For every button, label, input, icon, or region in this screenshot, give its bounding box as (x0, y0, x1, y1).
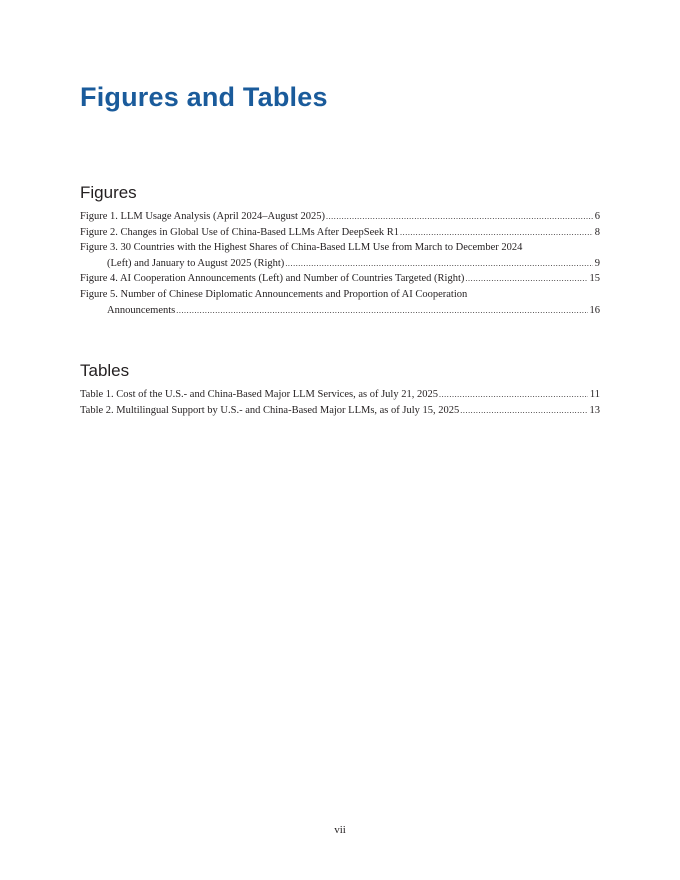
figures-list (80, 209, 600, 318)
table-entry-title: Table 1. Cost of the U.S.- and China-Based Major LLM Services, as of July 21, 2025 (80, 389, 438, 400)
figure-entry-1[interactable] (80, 209, 600, 225)
figure-entry-title: Figure 4. AI Cooperation Announcements (Left) and Number of Countries Targeted (Right) (80, 273, 465, 285)
figure-entry-4[interactable] (80, 271, 600, 287)
figures-heading: Figures (80, 183, 137, 202)
dot-leader (285, 256, 592, 272)
page-number: vii (334, 824, 346, 836)
figure-entry-title: Figure 2. Changes in Global Use of China-Based LLMs After DeepSeek R1 (80, 226, 400, 238)
tables-heading: Tables (80, 361, 130, 380)
figure-entry-page: 15 (589, 273, 600, 285)
figure-entry-title: Figure 1. LLM Usage Analysis (April 2024–August 2025) (80, 211, 325, 222)
figure-entry-title-continued: Announcements (107, 304, 176, 316)
figure-entry-page: 9 (594, 257, 600, 269)
figure-entry-2[interactable] (80, 225, 600, 241)
dot-leader (460, 403, 587, 419)
figure-entry-3[interactable] (80, 240, 600, 271)
figure-entry-page: 16 (589, 304, 600, 316)
figure-entry-title-continued: (Left) and January to August 2025 (Right) (107, 257, 285, 269)
figure-entry-5[interactable] (80, 287, 600, 318)
figure-entry-page: 6 (594, 211, 600, 222)
table-entry-page: 11 (589, 389, 600, 400)
dot-leader (176, 303, 587, 319)
dot-leader (400, 225, 593, 241)
figure-entry-title: Figure 5. Number of Chinese Diplomatic Announcements and Proportion of AI Cooperation (80, 288, 468, 300)
dot-leader (439, 387, 588, 403)
table-entry-1[interactable] (80, 387, 600, 403)
figure-entry-title: Figure 3. 30 Countries with the Highest Shares of China-Based LLM Use from March to December 2024 (80, 242, 523, 254)
page-title: Figures and Tables (80, 82, 328, 112)
dot-leader (326, 209, 593, 225)
table-entry-2[interactable] (80, 403, 600, 419)
tables-list (80, 387, 600, 418)
figure-entry-page: 8 (594, 226, 600, 238)
dot-leader (465, 271, 587, 287)
table-entry-page: 13 (589, 404, 600, 416)
table-entry-title: Table 2. Multilingual Support by U.S.- and China-Based Major LLMs, as of July 15, 2025 (80, 404, 460, 416)
